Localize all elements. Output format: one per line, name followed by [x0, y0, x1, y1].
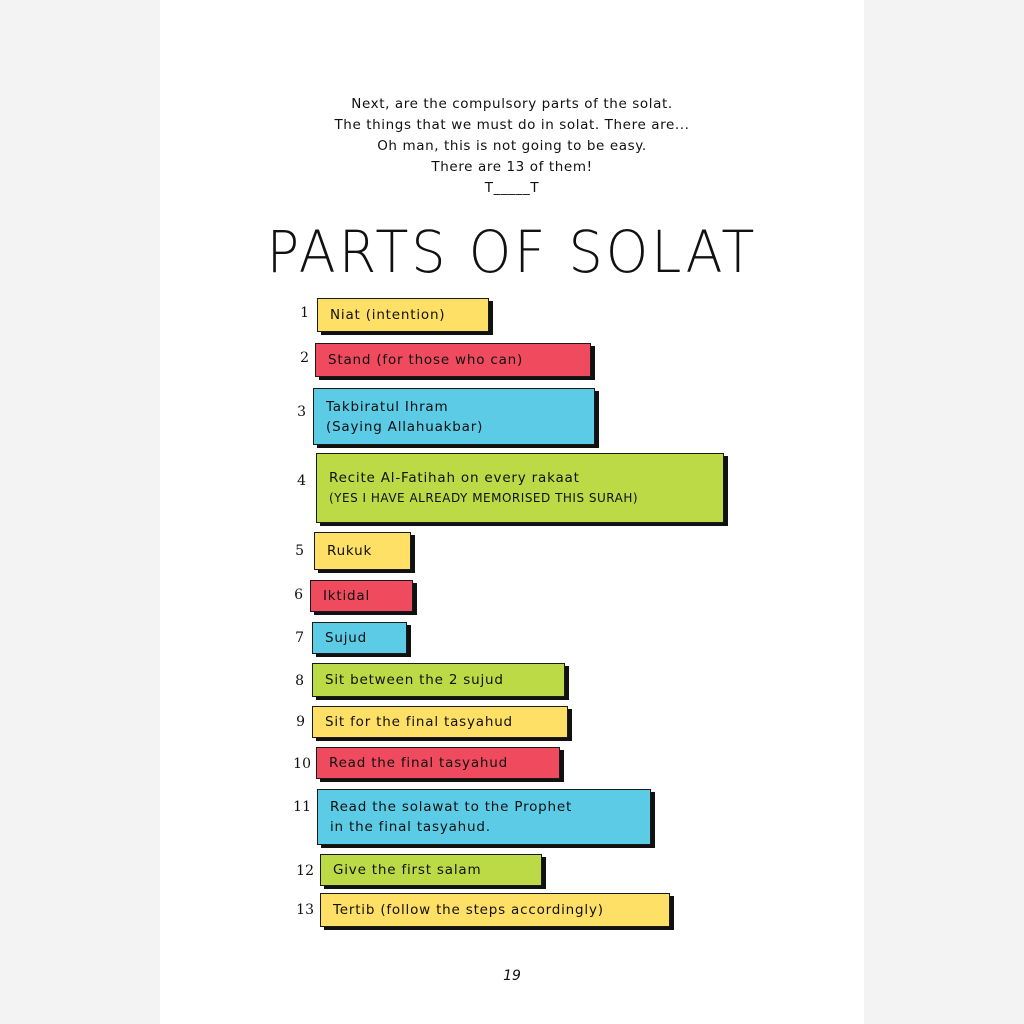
part-label: Sit for the final tasyahud — [325, 714, 513, 730]
page-title: PARTS OF SOLAT — [266, 218, 758, 287]
part-number: 3 — [297, 404, 306, 420]
part-number: 13 — [296, 902, 314, 918]
part-label: in the final tasyahud. — [330, 819, 491, 835]
part-number: 7 — [295, 630, 304, 646]
part-1-box — [317, 298, 489, 332]
part-8-box — [312, 663, 565, 697]
part-label: Recite Al-Fatihah on every rakaat — [329, 470, 580, 486]
part-label: Niat (intention) — [330, 307, 446, 323]
intro-text — [160, 94, 864, 199]
part-10-box — [316, 747, 560, 779]
part-11-box — [317, 789, 651, 845]
part-label: Rukuk — [327, 543, 373, 559]
part-number: 6 — [294, 587, 303, 603]
part-number: 8 — [295, 673, 304, 689]
part-label: Stand (for those who can) — [328, 352, 524, 368]
part-4-box — [316, 453, 724, 523]
part-label: (Saying Allahuakbar) — [326, 418, 484, 435]
part-6-box — [310, 580, 413, 612]
part-label: (YES I HAVE ALREADY MEMORISED THIS SURAH) — [329, 491, 639, 505]
part-number: 9 — [296, 714, 305, 730]
part-label: Sit between the 2 sujud — [325, 672, 504, 688]
part-number: 1 — [300, 305, 309, 321]
part-7-box — [312, 622, 407, 654]
part-number: 11 — [293, 799, 311, 815]
part-3-box — [313, 388, 595, 445]
book-page — [160, 0, 864, 1024]
part-number: 12 — [296, 863, 314, 879]
part-number: 4 — [297, 473, 306, 489]
part-label: Tertib (follow the steps accordingly) — [333, 902, 604, 918]
intro-line: The things that we must do in solat. There are... — [334, 117, 690, 133]
intro-emoticon: T_____T — [484, 180, 540, 196]
part-label: Iktidal — [323, 588, 371, 604]
intro-line: Next, are the compulsory parts of the solat. — [351, 96, 673, 112]
part-5-box — [314, 532, 411, 570]
page-number: 19 — [503, 968, 521, 984]
intro-line: There are 13 of them! — [431, 159, 593, 175]
part-12-box — [320, 854, 542, 886]
part-label: Read the solawat to the Prophet — [330, 799, 573, 815]
part-number: 2 — [300, 350, 309, 366]
part-number: 10 — [293, 756, 311, 772]
part-label: Takbiratul Ihram — [326, 398, 449, 415]
part-9-box — [312, 706, 568, 738]
part-number: 5 — [295, 543, 304, 559]
part-label: Give the first salam — [333, 862, 482, 878]
part-2-box — [315, 343, 591, 377]
part-label: Read the final tasyahud — [329, 755, 508, 771]
part-label: Sujud — [325, 630, 368, 646]
part-13-box — [320, 893, 670, 927]
intro-line: Oh man, this is not going to be easy. — [377, 138, 647, 154]
